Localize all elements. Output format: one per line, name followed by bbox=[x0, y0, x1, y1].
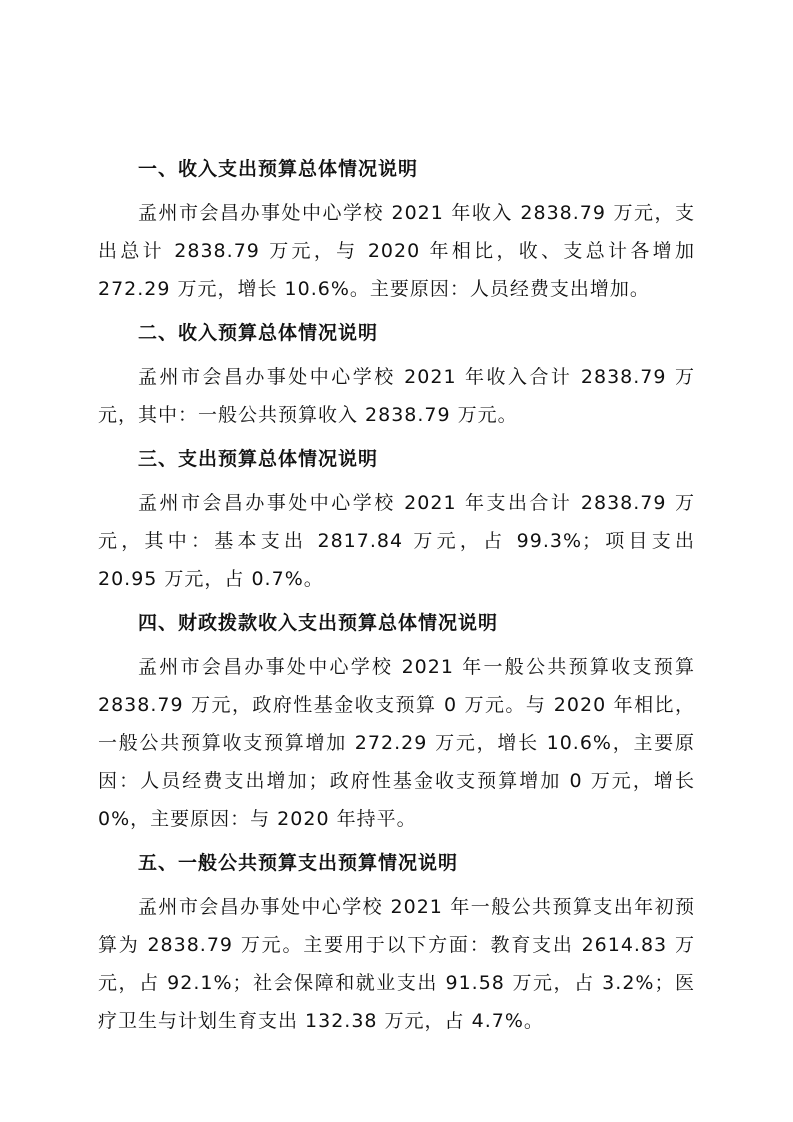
section-4-heading: 四、财政拨款收入支出预算总体情况说明 bbox=[138, 612, 499, 634]
section-2-heading: 二、收入预算总体情况说明 bbox=[138, 322, 379, 344]
section-1-paragraph: 孟州市会昌办事处中心学校 2021 年收入 2838.79 万元，支出总计 2838.79 万元，与 2020 年相比，收、支总计各增加 272.29 万元，增长 10.6%。主要原因：人员经费支出增加。 bbox=[98, 202, 695, 300]
section-5-paragraph: 孟州市会昌办事处中心学校 2021 年一般公共预算支出年初预算为 2838.79 万元。主要用于以下方面：教育支出 2614.83 万元，占 92.1%；社会保障和就业支出 91.58 万元，占 3.2%；医疗卫生与计划生育支出 132.38 万元，占 4.7%。 bbox=[98, 896, 695, 1032]
section-4-paragraph: 孟州市会昌办事处中心学校 2021 年一般公共预算收支预算 2838.79 万元，政府性基金收支预算 0 万元。与 2020 年相比，一般公共预算收支预算增加 272.29 万元，增长 10.6%，主要原因：人员经费支出增加；政府性基金收支预算增加 0 万元，增长 0%，主要原因：与 2020 年持平。 bbox=[98, 656, 695, 830]
section-3-paragraph: 孟州市会昌办事处中心学校 2021 年支出合计 2838.79 万元，其中：基本支出 2817.84 万元，占 99.3%；项目支出 20.95 万元，占 0.7%。 bbox=[98, 492, 695, 590]
section-5-heading: 五、一般公共预算支出预算情况说明 bbox=[138, 852, 459, 874]
section-1-heading: 一、收入支出预算总体情况说明 bbox=[138, 158, 419, 180]
document-body bbox=[98, 150, 695, 1046]
section-3-heading: 三、支出预算总体情况说明 bbox=[138, 448, 379, 470]
section-2-paragraph: 孟州市会昌办事处中心学校 2021 年收入合计 2838.79 万元，其中：一般公共预算收入 2838.79 万元。 bbox=[98, 366, 695, 426]
